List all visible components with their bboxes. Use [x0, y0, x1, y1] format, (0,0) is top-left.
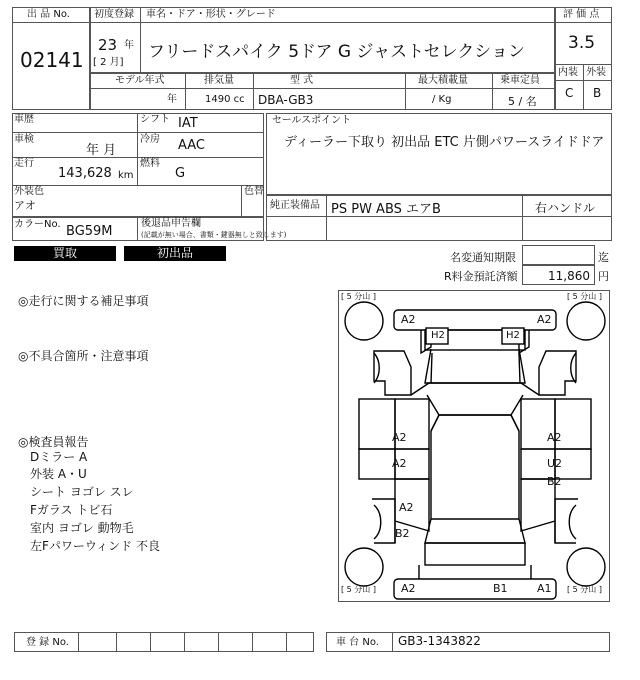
ac: AAC: [178, 138, 205, 153]
steering: 右ハンドル: [535, 201, 596, 215]
inspection-label: 車検: [14, 134, 34, 145]
model-year-unit: 年: [167, 94, 177, 105]
chassis-no: GB3-1343822: [398, 634, 481, 648]
interior-grade: C: [565, 86, 574, 100]
displacement-label: 排気量: [204, 75, 234, 86]
max-load-label: 最大積載量: [418, 75, 468, 86]
first-reg-label: 初度登録: [94, 9, 134, 20]
car-outline: [339, 291, 611, 603]
color-change-label: 色替: [244, 186, 264, 197]
fuel-label: 燃料: [140, 158, 160, 169]
lot-no-label: 出 品 No.: [27, 9, 70, 20]
tire-tread-front-left: [ 5 分山 ]: [341, 292, 376, 301]
inspector-item: 左Fパワーウィンド 不良: [30, 539, 160, 553]
inspector-label: ◎検査員報告: [18, 435, 89, 449]
inspector-item: 外装 A・U: [30, 467, 87, 481]
damage-left-rear-door: A2: [392, 457, 407, 470]
fuel: G: [175, 166, 186, 181]
car-name: フリードスパイク 5ドア G ジャストセレクション: [148, 42, 525, 62]
damage-right-rear-door: U2: [547, 457, 563, 470]
type: DBA-GB3: [258, 93, 314, 107]
inspector-item: Dミラー A: [30, 450, 88, 464]
damage-front-bumper-left: A2: [401, 313, 416, 326]
history-label: 車歴: [14, 114, 34, 125]
car-damage-diagram: [338, 290, 610, 602]
inspector-item: Fガラス トビ石: [30, 503, 113, 517]
max-load: / Kg: [432, 94, 452, 105]
recycle-label: R料金預託済額: [444, 270, 518, 283]
aftermarket-label: 後退品申告欄: [141, 218, 201, 229]
aftermarket-note: (記載が無い場合、書類・鍵器無しと致します): [141, 231, 287, 239]
interior-label: 内装: [558, 67, 578, 78]
tire-tread-rear-right: [ 5 分山 ]: [567, 585, 602, 594]
color-no: BG59M: [66, 224, 113, 239]
color-no-label: カラーNo.: [14, 219, 61, 230]
mileage-unit: km: [118, 170, 134, 181]
ext-color: アオ: [14, 199, 36, 212]
shift-label: シフト: [140, 114, 170, 125]
sales-point-label: セールスポイント: [272, 115, 352, 126]
damage-front-bumper-right: A2: [537, 313, 552, 326]
defects-label: ◎不具合箇所・注意事項: [18, 349, 149, 363]
damage-rear-bumper-right: A1: [537, 582, 552, 595]
chassis-no-label: 車 台 No.: [336, 637, 379, 648]
damage-rear-bumper-left: A2: [401, 582, 416, 595]
capacity-label: 乗車定員: [500, 75, 540, 86]
name-change-label: 名変通知期限: [450, 251, 516, 264]
car-name-label: 車名・ドア・形状・グレード: [146, 9, 276, 20]
model-year-label: モデル年式: [115, 75, 165, 86]
damage-right-quarter: B2: [547, 475, 562, 488]
damage-headlight-right: H2: [506, 330, 520, 341]
inspector-item: 室内 ヨゴレ 動物毛: [30, 521, 134, 535]
recycle-unit: 円: [598, 270, 609, 283]
mileage-label: 走行: [14, 158, 34, 169]
damage-headlight-left: H2: [431, 330, 445, 341]
first-reg-year-unit: 年: [124, 40, 134, 51]
exterior-label: 外装: [586, 67, 606, 78]
name-change-unit: 迄: [598, 251, 609, 264]
recycle-amount: 11,860: [548, 269, 590, 283]
exterior-grade: B: [593, 86, 602, 100]
damage-left-front-door: A2: [392, 431, 407, 444]
inspector-item: シート ヨゴレ スレ: [30, 485, 134, 499]
ac-label: 冷房: [140, 134, 160, 145]
capacity: 5 / 名: [508, 95, 537, 108]
shift: IAT: [178, 116, 198, 131]
damage-left-rear: B2: [395, 527, 410, 540]
ext-color-label: 外装色: [14, 186, 44, 197]
details-box: [12, 113, 264, 217]
first-reg-year: 23: [98, 36, 118, 54]
score-label: 評 価 点: [563, 9, 600, 20]
lot-no: 02141: [20, 48, 84, 72]
score: 3.5: [568, 33, 596, 53]
damage-rear-bumper-center: B1: [493, 582, 508, 595]
reg-no-label: 登 録 No.: [26, 637, 69, 648]
tire-tread-rear-left: [ 5 分山 ]: [341, 585, 376, 594]
displacement: 1490 cc: [205, 94, 245, 105]
badge-buyback: 買取: [14, 246, 116, 261]
equipment: PS PW ABS エアB: [331, 202, 441, 217]
damage-right-front-door: A2: [547, 431, 562, 444]
sales-point: ディーラー下取り 初出品 ETC 片側パワースライドドア: [284, 135, 605, 150]
name-change-box: [522, 245, 595, 265]
mileage: 143,628: [58, 166, 112, 181]
tire-tread-front-right: [ 5 分山 ]: [567, 292, 602, 301]
first-reg-month: [ 2 月]: [93, 57, 124, 68]
equipment-label: 純正装備品: [270, 200, 320, 211]
type-label: 型 式: [290, 75, 314, 86]
supplement-label: ◎走行に関する補足事項: [18, 294, 149, 308]
badge-first-listing: 初出品: [124, 246, 226, 261]
inspection: 年 月: [86, 143, 117, 158]
damage-left-quarter: A2: [399, 501, 414, 514]
